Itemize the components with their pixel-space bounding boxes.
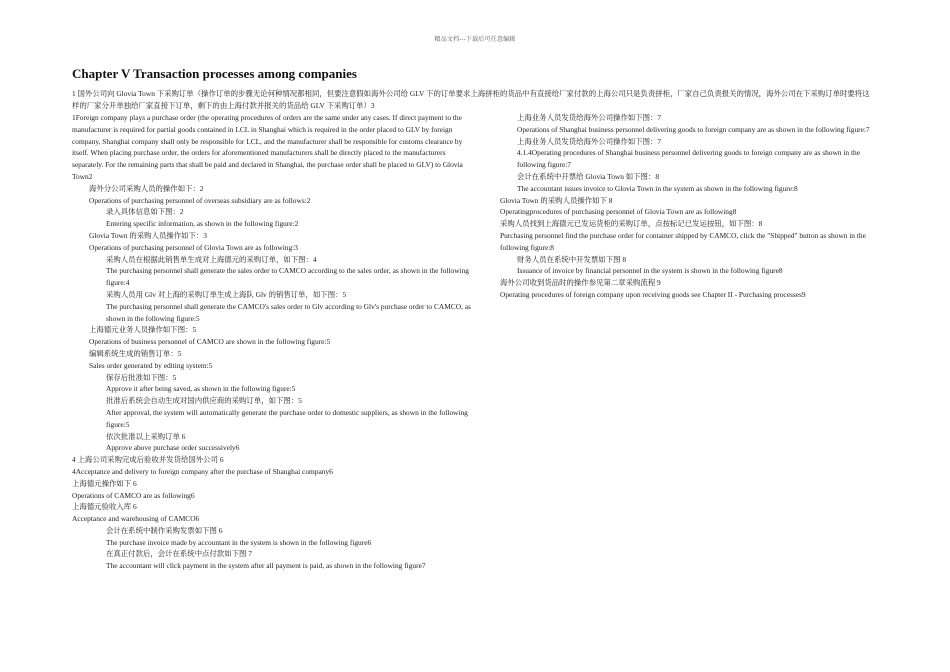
intro-paragraph: 1 国外公司向 Glovia Town 下采购订单（操作订单的步骤无论何种情况都相同，但要注意假如海外公司给 GLV 下的订单要求上海拼柜的货品中有直接给厂家付款的上海公司只是负责拼柜，厂家自己负责报关的情况，海外公司在下采购订单时要将这样的厂家分开单独给厂家直接下订单，剩下的由上海付款并报关的货品给 GLV 下采购订单）3 — [72, 89, 870, 110]
toc-line: Operating procedures of foreign company upon receiving goods see Chapter II - Purchasing processes9 — [500, 289, 806, 299]
toc-line: 采购人员用 Glv 对上海的采购订单生成上海队 Glv 的销售订单，如下图：5 — [106, 289, 347, 299]
toc-line: Approve above purchase order successively6 — [106, 443, 240, 453]
page-header-note: 精品文档---下载后可任意编辑 — [434, 37, 516, 43]
toc-line: 录入具体信息如下图：2 — [106, 207, 184, 217]
toc-line: 采购人员在根据此销售单生成对上海德元的采购订单，如下图：4 — [106, 254, 317, 264]
toc-line: 上海德元操作如下 6 — [72, 478, 137, 488]
toc-line: Operatingprocedures of purchasing personnel of Glovia Town are as following8 — [500, 207, 737, 217]
toc-line: The accountant will click payment in the system after all payment is paid, as shown in the following figure7 — [106, 561, 426, 571]
toc-line: 会计在系统中开票给 Glovia Town 如下图：8 — [517, 171, 660, 181]
toc-line: After approval, the system will automatically generate the purchase order to domestic suppliers, as shown in the following figure:5 — [106, 407, 468, 429]
toc-line: 会计在系统中制作采购发票如下图 6 — [106, 525, 223, 535]
toc-line: 采购人员找到上海德元已发运货柜的采购订单，点按标记已发运按钮，如下图：8 — [500, 219, 763, 229]
toc-line: The purchase invoice made by accountant in the system is shown in the following figure6 — [106, 537, 372, 547]
toc-line: Sales order generated by editing system:5 — [89, 360, 213, 370]
toc-line: Operations of business personnel of CAMCO are shown in the following figure:5 — [89, 337, 331, 347]
toc-line: 4 上海公司采购完成后验收并发货给国外公司 6 — [72, 455, 224, 465]
toc-line: 海外分公司采购人员的操作如下：2 — [89, 183, 204, 193]
toc-line: Entering specific information, as shown in the following figure:2 — [106, 219, 299, 229]
toc-line: The purchasing personnel shall generate the sales order to CAMCO according to the sales order, as shown in the following figure:4 — [106, 266, 469, 288]
toc-line: 批准后系统会自动生成对国内供应商的采购订单，如下图：5 — [106, 396, 302, 406]
right-column — [500, 112, 876, 301]
toc-line: Purchasing personnel find the purchase order for container shipped by CAMCO, click the "Shipped" button as shown in the following figure:8 — [500, 230, 866, 252]
left-column — [72, 112, 472, 572]
toc-line: Operations of CAMCO are as following6 — [72, 490, 195, 500]
toc-line: 编辑系统生成的销售订单：5 — [89, 348, 182, 358]
toc-line: 保存后批准如下图：5 — [106, 372, 177, 382]
toc-line: Issuance of invoice by financial personnel in the system is shown in the following figure8 — [517, 266, 783, 276]
toc-line: The accountant issues invoice to Glovia Town in the system as shown in the following figure:8 — [517, 183, 798, 193]
toc-line: Glovia Town 的采购人员操作如下：3 — [89, 230, 208, 240]
toc-line: 上海德元业务人员操作如下图：5 — [89, 325, 197, 335]
toc-line: The purchasing personnel shall generate the CAMCO's sales order to Glv according to Glv's purchase order to CAMCO, as shown in the following figure:5 — [106, 301, 471, 323]
chapter-title: Chapter V Transaction processes among companies — [72, 66, 357, 81]
toc-line: 依次批准以上采购订单 6 — [106, 431, 186, 441]
toc-line: 4Acceptance and delivery to foreign company after the purchase of Shanghai company6 — [72, 466, 333, 476]
toc-line: 4.1.4Operating procedures of Shanghai business personnel delivering goods to foreign company are as shown in the following figure:7 — [517, 148, 860, 170]
toc-line: Approve it after being saved, as shown in the following figure:5 — [106, 384, 296, 394]
toc-line: 1Foreign company plays a purchase order (the operating procedures of orders are the same under any cases. If direct payment to the manufacturer is required for partial goods contained in LCL in Shanghai which is required in the order placed to GLV by foreign company, Shanghai company shall only be responsible for LCL, and the manufacturer shall be responsible for customs clearance by itself. When placing purchase order, the orders for aforementioned manufacturers shall be directly placed to the manufacturers separately. For the remaining parts that shall be paid and declared in Shanghai, the purchase order shall be placed to GLV) to Glovia Town2 — [72, 113, 463, 181]
toc-line: 在真正付款后，会计在系统中点付款如下图 7 — [106, 549, 252, 559]
toc-line: Operations of purchasing personnel of overseas subsidiary are as follows:2 — [89, 195, 311, 205]
toc-line: 上海业务人员发货给海外公司操作如下图：7 — [517, 136, 662, 146]
toc-line: Acceptance and warehousing of CAMCO6 — [72, 514, 200, 524]
toc-line: Operations of Shanghai business personnel delivering goods to foreign company are as shown in the following figure:7 — [517, 124, 870, 134]
toc-line: 上海业务人员发货给海外公司操作如下图：7 — [517, 113, 662, 122]
toc-line: 海外公司收到货品时的操作参见第二章采购流程 9 — [500, 278, 661, 288]
toc-line: Glovia Town 的采购人员操作如下 8 — [500, 195, 613, 205]
toc-line: Operations of purchasing personnel of Glovia Town are as following:3 — [89, 242, 298, 252]
toc-line: 上海德元验收入库 6 — [72, 502, 137, 512]
toc-line: 财务人员在系统中开发票如下图 8 — [517, 254, 627, 264]
